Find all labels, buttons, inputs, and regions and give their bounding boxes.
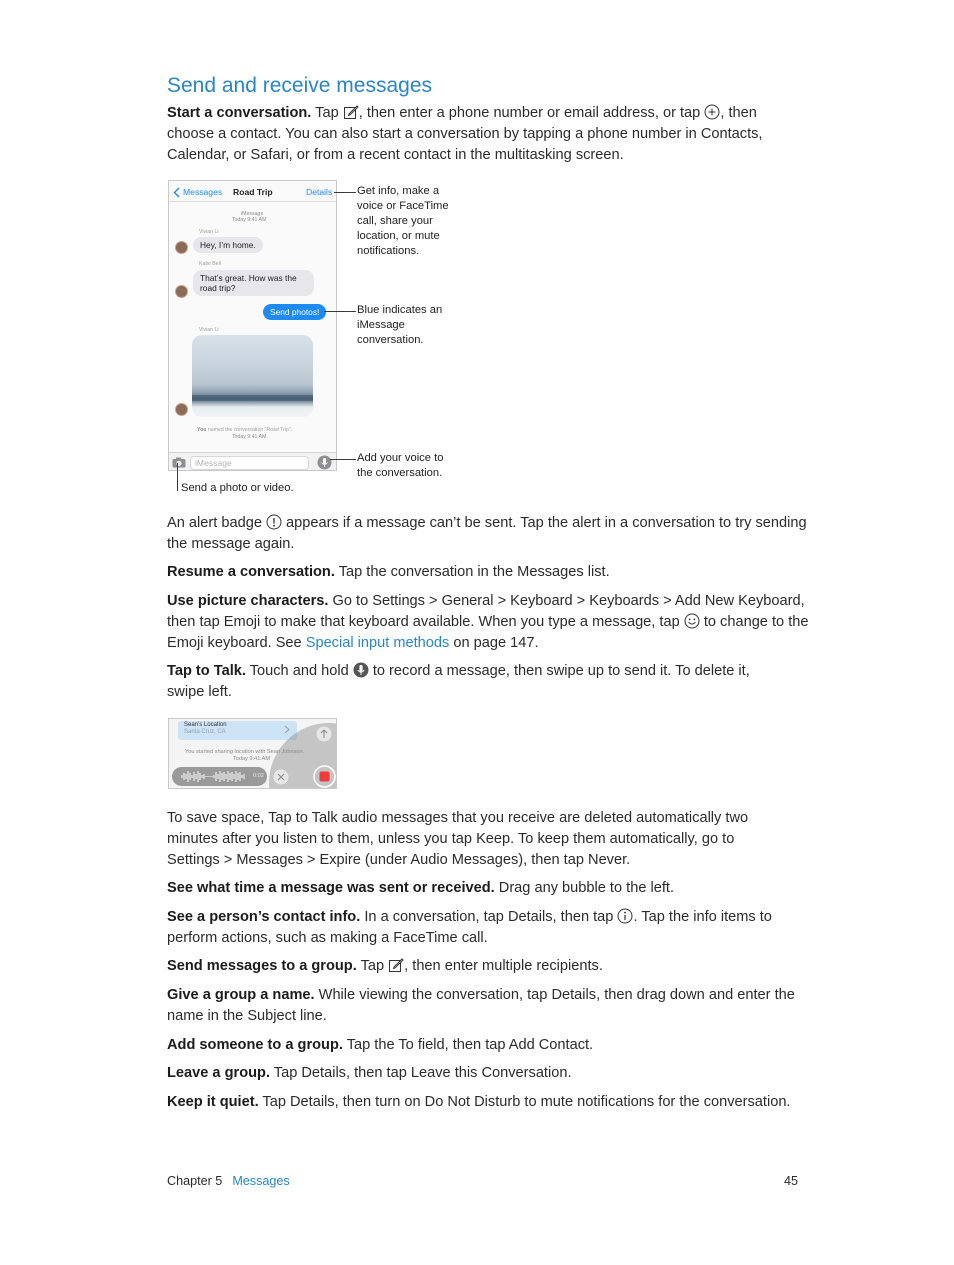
emoji-paragraph: Use picture characters. Go to Settings > General > Keyboard > Keyboards > Add New Keyboard, then tap Emoji to make that keyboard available. When you type a message, tap to change to the Emoji keyboard. See Special input methods on page 147. <box>167 593 809 651</box>
group-name-paragraph: Give a group a name. While viewing the conversation, tap Details, then drag down and enter the name in the Subject line. <box>167 987 795 1024</box>
audio-waveform <box>172 767 267 786</box>
start-lead: Start a conversation. <box>167 105 312 121</box>
message-input[interactable]: iMessage <box>190 456 309 470</box>
chevron-right-icon <box>284 725 290 734</box>
sender-name: Vivian Li <box>199 327 219 333</box>
photo-message[interactable] <box>192 335 313 417</box>
compose-icon <box>388 957 404 973</box>
leave-group-paragraph: Leave a group. Tap Details, then tap Leave this Conversation. <box>167 1065 572 1081</box>
callout-line <box>330 459 356 460</box>
location-subtitle: Santa Cruz, CA <box>184 729 226 735</box>
message-bubble[interactable]: Hey, I’m home. <box>193 237 263 253</box>
conversation-named-notice: You named the conversation “Road Trip”. <box>197 427 293 433</box>
footer-chapter: Chapter 5 Messages <box>167 1174 290 1188</box>
page-number: 45 <box>784 1174 799 1188</box>
back-chevron-icon[interactable] <box>173 187 180 198</box>
location-sharing-notice: You started sharing location with Sean Johnson. <box>185 749 305 755</box>
microphone-icon <box>353 662 369 678</box>
sent-received-paragraph: See what time a message was sent or received. Drag any bubble to the left. <box>167 880 675 896</box>
timestamp: Today 9:41 AM <box>232 434 267 440</box>
avatar <box>175 285 188 298</box>
save-space-paragraph: To save space, Tap to Talk audio messages that you receive are deleted automatically two minutes after you listen to them, unless you tap Keep. To keep them automatically, go to Settings > Messages > Expire (under Audio Messages), then tap Never. <box>167 810 749 868</box>
timestamp: Today 9:41 AM <box>233 756 271 762</box>
audio-duration: 0:02 <box>253 773 264 779</box>
details-button[interactable]: Details <box>306 187 333 197</box>
message-bubble[interactable]: That’s great. How was the road trip? <box>193 270 314 296</box>
callout-line <box>177 463 178 491</box>
sender-name: Katie Bell <box>199 261 221 267</box>
message-input-bar <box>169 452 337 471</box>
add-contact-plus-icon <box>704 104 720 120</box>
resume-paragraph: Resume a conversation. Tap the conversation in the Messages list. <box>167 564 610 580</box>
callout-line <box>324 311 356 312</box>
callout-photo: Send a photo or video. <box>181 482 294 494</box>
sender-name: Vivian Li <box>199 229 219 235</box>
callout-details: Get info, make a voice or FaceTime call, share your location, or mute notifications. <box>357 185 449 257</box>
keep-quiet-paragraph: Keep it quiet. Tap Details, then turn on Do Not Disturb to mute notifications for the conversation. <box>167 1094 791 1110</box>
contact-info-paragraph: See a person’s contact info. In a conversation, tap Details, then tap . Tap the info items to perform actions, such as making a FaceTime call. <box>167 909 772 946</box>
delete-x-icon[interactable] <box>273 769 289 785</box>
alert-badge-icon <box>266 514 282 530</box>
callout-voice: Add your voice to the conversation. <box>357 452 444 479</box>
compose-icon <box>343 104 359 120</box>
waveform-icon <box>180 770 252 783</box>
tap-to-talk-screenshot <box>168 718 337 789</box>
page-title: Send and receive messages <box>167 74 432 97</box>
info-icon <box>617 908 633 924</box>
avatar <box>175 241 188 254</box>
special-input-methods-link[interactable]: Special input methods <box>305 635 450 651</box>
record-stop-icon[interactable] <box>313 765 336 788</box>
callout-line <box>334 192 356 193</box>
service-label: iMessage <box>241 211 264 217</box>
send-up-arrow-icon[interactable] <box>316 726 332 742</box>
back-button[interactable]: Messages <box>183 187 223 197</box>
messages-conversation-screenshot <box>168 180 337 471</box>
group-paragraph: Send messages to a group. Tap , then enter multiple recipients. <box>167 958 603 974</box>
footer-section-link[interactable]: Messages <box>232 1174 290 1188</box>
camera-icon[interactable] <box>172 457 186 468</box>
emoji-icon <box>684 613 700 629</box>
start-conversation-paragraph: Start a conversation. Tap , then enter a phone number or email address, or tap , then choose a contact. You can also start a conversation by tapping a phone number in Contacts, Calendar, or Safari, or from a recent contact in the multitasking screen. <box>167 105 763 163</box>
add-someone-paragraph: Add someone to a group. Tap the To field, then tap Add Contact. <box>167 1037 594 1053</box>
microphone-icon[interactable] <box>317 455 332 470</box>
location-title: Sean’s Location <box>184 722 227 728</box>
imessage-bubble[interactable]: Send photos! <box>263 304 326 320</box>
conversation-title: Road Trip <box>233 187 273 197</box>
timestamp: Today 9:41 AM <box>232 217 267 223</box>
avatar <box>175 403 188 416</box>
tap-to-talk-paragraph: Tap to Talk. Touch and hold to record a message, then swipe up to send it. To delete it, swipe left. <box>167 663 750 700</box>
callout-imessage-blue: Blue indicates an iMessage conversation. <box>357 304 443 346</box>
alert-badge-paragraph: An alert badge appears if a message can’t be sent. Tap the alert in a conversation to try sending the message again. <box>167 515 807 552</box>
